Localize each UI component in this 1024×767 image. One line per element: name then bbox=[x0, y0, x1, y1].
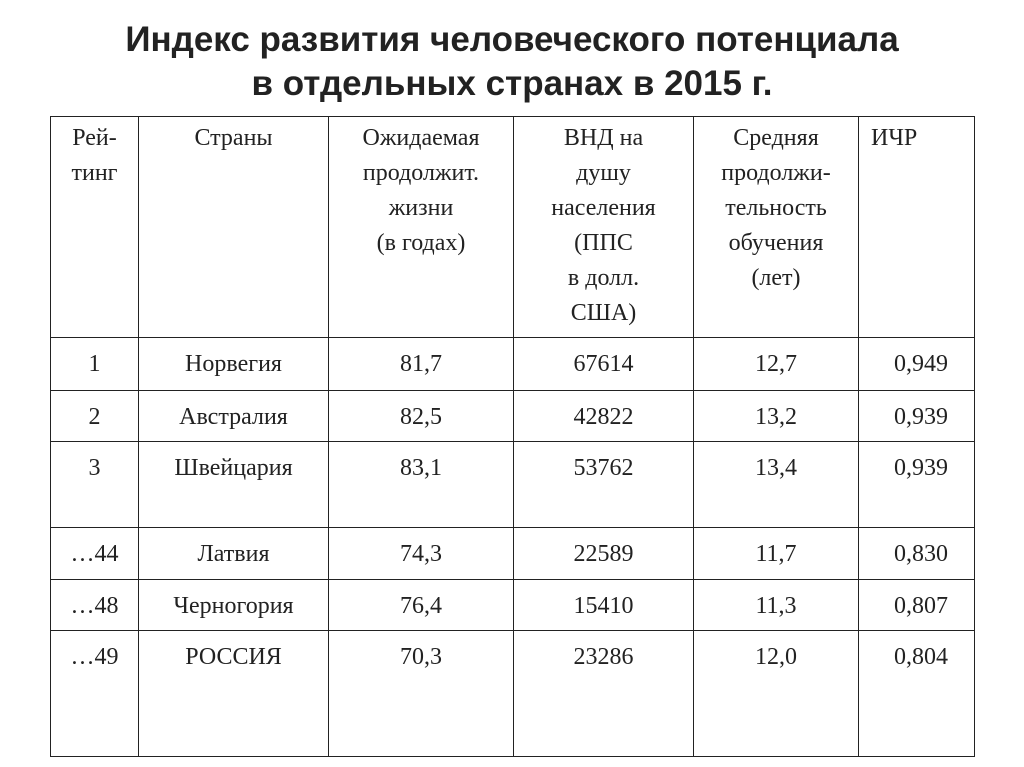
cell-gni: 23286 bbox=[514, 631, 694, 757]
header-hdi: ИЧР bbox=[859, 117, 975, 338]
cell-schooling: 12,0 bbox=[694, 631, 859, 757]
cell-hdi: 0,804 bbox=[859, 631, 975, 757]
cell-hdi: 0,949 bbox=[859, 338, 975, 391]
title-line-2: в отдельных странах в 2015 г. bbox=[251, 64, 773, 103]
cell-country: Австралия bbox=[139, 391, 329, 442]
cell-life-expectancy: 74,3 bbox=[329, 528, 514, 580]
cell-life-expectancy: 83,1 bbox=[329, 442, 514, 528]
cell-life-expectancy: 70,3 bbox=[329, 631, 514, 757]
cell-schooling: 11,3 bbox=[694, 580, 859, 631]
table-row bbox=[51, 338, 975, 391]
header-schooling: Средняя продолжи- тельность обучения (лет) bbox=[694, 117, 859, 338]
table-row bbox=[51, 442, 975, 528]
header-rank: Рей- тинг bbox=[51, 117, 139, 338]
cell-life-expectancy: 81,7 bbox=[329, 338, 514, 391]
cell-gni: 15410 bbox=[514, 580, 694, 631]
cell-schooling: 12,7 bbox=[694, 338, 859, 391]
cell-schooling: 11,7 bbox=[694, 528, 859, 580]
cell-schooling: 13,2 bbox=[694, 391, 859, 442]
cell-hdi: 0,807 bbox=[859, 580, 975, 631]
cell-gni: 42822 bbox=[514, 391, 694, 442]
cell-gni: 67614 bbox=[514, 338, 694, 391]
header-row bbox=[51, 117, 975, 338]
header-life-expectancy: Ожидаемая продолжит. жизни (в годах) bbox=[329, 117, 514, 338]
table-row bbox=[51, 631, 975, 757]
hdi-table bbox=[50, 116, 975, 757]
cell-hdi: 0,939 bbox=[859, 391, 975, 442]
header-country: Страны bbox=[139, 117, 329, 338]
cell-rank: …48 bbox=[51, 580, 139, 631]
page-title bbox=[0, 18, 1024, 106]
cell-country: Швейцария bbox=[139, 442, 329, 528]
cell-rank: 1 bbox=[51, 338, 139, 391]
cell-hdi: 0,830 bbox=[859, 528, 975, 580]
cell-schooling: 13,4 bbox=[694, 442, 859, 528]
table-row bbox=[51, 580, 975, 631]
header-gni: ВНД на душу населения (ППС в долл. США) bbox=[514, 117, 694, 338]
cell-rank: …49 bbox=[51, 631, 139, 757]
cell-rank: 2 bbox=[51, 391, 139, 442]
cell-rank: 3 bbox=[51, 442, 139, 528]
cell-gni: 53762 bbox=[514, 442, 694, 528]
cell-gni: 22589 bbox=[514, 528, 694, 580]
cell-hdi: 0,939 bbox=[859, 442, 975, 528]
cell-life-expectancy: 76,4 bbox=[329, 580, 514, 631]
cell-life-expectancy: 82,5 bbox=[329, 391, 514, 442]
title-line-1: Индекс развития человеческого потенциала bbox=[125, 20, 899, 59]
cell-rank: …44 bbox=[51, 528, 139, 580]
cell-country: Норвегия bbox=[139, 338, 329, 391]
cell-country: РОССИЯ bbox=[139, 631, 329, 757]
cell-country: Латвия bbox=[139, 528, 329, 580]
table-row bbox=[51, 528, 975, 580]
table-row bbox=[51, 391, 975, 442]
cell-country: Черногория bbox=[139, 580, 329, 631]
